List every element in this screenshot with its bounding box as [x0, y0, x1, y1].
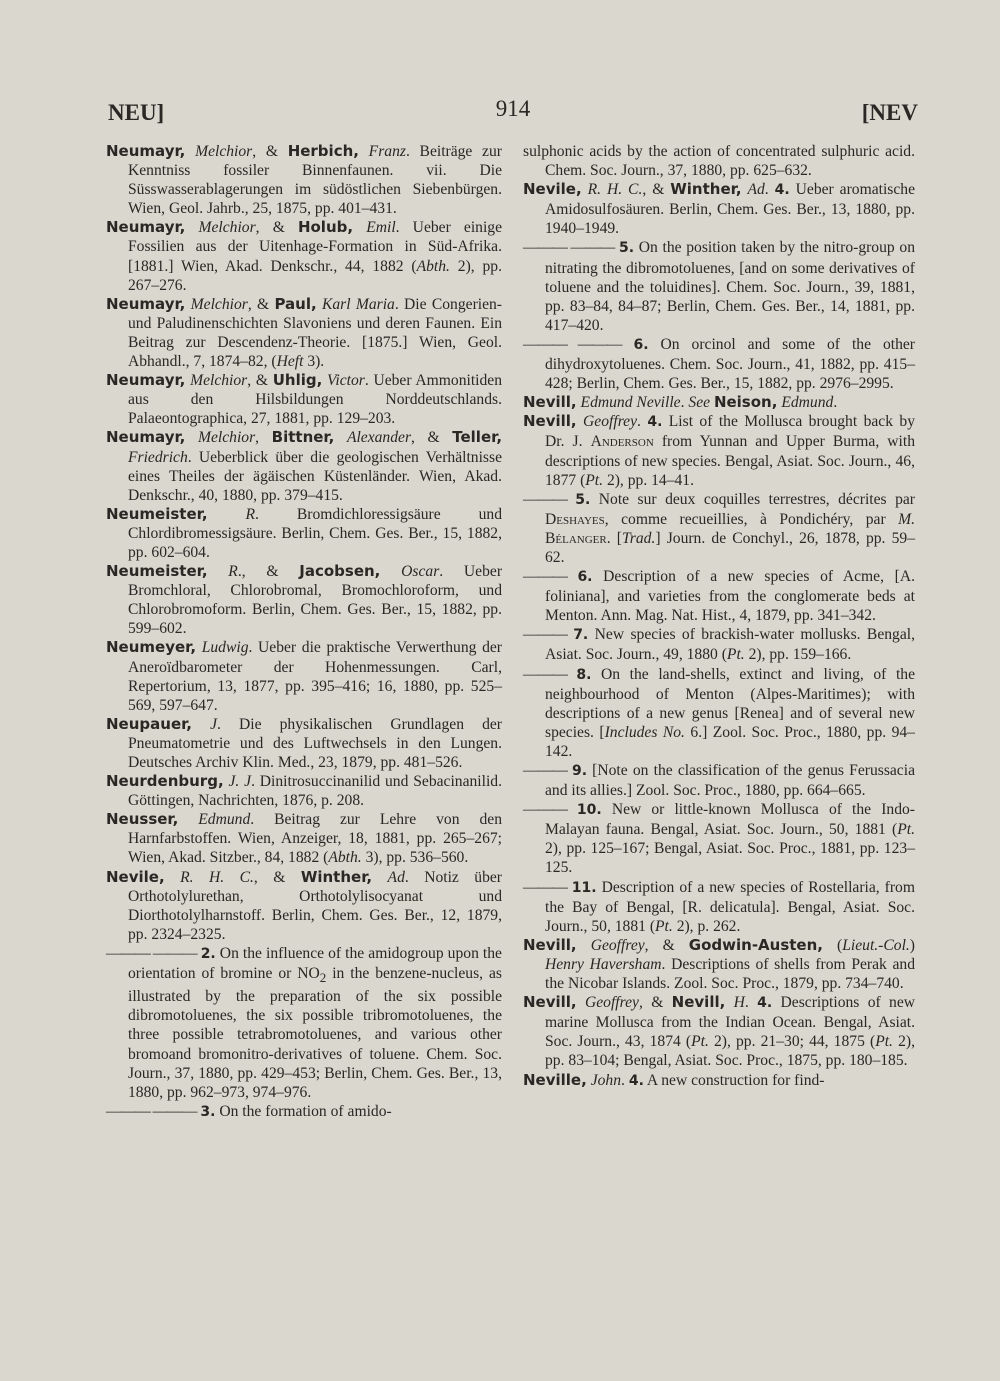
catalogue-entry: Neville, John. 4. A new construction for find- — [523, 1070, 825, 1089]
catalogue-entry: Nevill, Edmund Neville. See Neison, Edmund. — [523, 393, 838, 412]
catalogue-entry: ——— ——— 6. On orcinol and some of the other dihydroxytoluenes. Chem. Soc. Journ., 41, 1882, pp. 415–428; Berlin, Chem. Ges. Ber., 15, 1882, pp. 2976–2995. — [523, 335, 916, 393]
running-header — [108, 96, 918, 132]
catalogue-entry: ——— ——— 3. On the formation of amido- — [106, 1102, 392, 1120]
catalogue-entry: Neumayr, Melchior, & Uhlig, Victor. Ueber Ammonitiden aus den Hilsbildungen Norddeutschlands. Palaeontographica, 27, 1881, pp. 129–203. — [106, 371, 503, 428]
right-column — [523, 142, 915, 1091]
catalogue-entry: sulphonic acids by the action of concentrated sulphuric acid. Chem. Soc. Journ., 37, 1880, pp. 625–632. — [523, 143, 915, 180]
catalogue-entry: ——— 9. [Note on the classification of the genus Ferussacia and its allies.] Zool. Soc. Proc., 1880, pp. 664–665. — [523, 762, 915, 800]
catalogue-entry: ——— ——— 5. On the position taken by the nitro-group on nitrating the dibromotoluenes, [and on some derivatives of toluene and the toluidines]. Chem. Soc. Journ., 39, 1881, pp. 83–84, 84–87; Berlin, Chem. Ges. Ber., 14, 1881, pp. 417–420. — [523, 239, 915, 334]
catalogue-entry: Neumeister, R., & Jacobsen, Oscar. Ueber Bromchloral, Chlorobromal, Bromochloroform, und Chlorobromoform. Berlin, Chem. Ges. Ber., 15, 1882, pp. 599–602. — [106, 562, 503, 638]
catalogue-entry: ——— 6. Description of a new species of Acme, [A. foliniana], and varieties from the conglomerate beds at Menton. Ann. Mag. Nat. Hist., 4, 1879, pp. 341–342. — [523, 568, 915, 625]
catalogue-entry: ——— 11. Description of a new species of Rostellaria, from the Bay of Bengal, [R. delicatula]. Bengal, Asiat. Soc. Journ., 50, 1881 (Pt. 2), p. 262. — [523, 878, 915, 935]
catalogue-entry: Neumeyer, Ludwig. Ueber die praktische Verwerthung der Aneroïdbarometer der Hohenmessungen. Carl, Repertorium, 13, 1877, pp. 395–416; 16, 1880, pp. 525–569, 597–647. — [106, 638, 502, 714]
catalogue-entry: Neupauer, J. Die physikalischen Grundlagen der Pneumatometrie und des Luftwechsels in den Lungen. Deutsches Archiv Klin. Med., 23, 1879, pp. 481–526. — [106, 714, 502, 771]
catalogue-entry: Neumayr, Melchior, & Paul, Karl Maria. Die Congerien- und Paludinenschichten Slavoniens und deren Faunen. Ein Beitrag zur Descendenz-Theorie. [1875.] Wien, Geol. Abhandl., 7, 1874–82, (Heft 3). — [106, 294, 502, 371]
catalogue-entry: Neumayr, Melchior, Bittner, Alexander, & Teller, Friedrich. Ueberblick über die geologischen Verhältnisse eines Theiles der ägäischen Küstenländer. Wien, Akad. Denkschr., 40, 1880, pp. 379–415. — [106, 428, 503, 504]
catalogue-entry: ——— 5. Note sur deux coquilles terrestres, décrites par Deshayes, comme recueillies, à Pondichéry, par M. Bélanger. [Trad.] Journ. de Conchyl., 26, 1878, pp. 59–62. — [523, 490, 915, 566]
catalogue-entry: Nevill, Geoffrey, & Nevill, H. 4. Descriptions of new marine Mollusca from the Indian Ocean. Bengal, Asiat. Soc. Journ., 43, 1874 (Pt. 2), pp. 21–30; 44, 1875 (Pt. 2), pp. 83–104; Bengal, Asiat. Soc. Proc., 1875, pp. 180–185. — [523, 993, 916, 1070]
catalogue-entry: ——— 10. New or little-known Mollusca of the Indo-Malayan fauna. Bengal, Asiat. Soc. Journ., 50, 1881 (Pt. 2), pp. 125–167; Bengal, Asiat. Soc. Proc., 1881, pp. 123–125. — [523, 801, 915, 877]
catalogue-entry: Nevile, R. H. C., & Winther, Ad. 4. Ueber aromatische Amidosulfosäuren. Berlin, Chem. Ges. Ber., 13, 1880, pp. 1940–1949. — [523, 180, 915, 238]
catalogue-entry: Nevill, Geoffrey. 4. List of the Mollusca brought back by Dr. J. Anderson from Yunnan and Upper Burma, with descriptions of new species. Bengal, Asiat. Soc. Journ., 46, 1877 (Pt. 2), pp. 14–41. — [523, 412, 916, 489]
catalogue-entry: Neumayr, Melchior, & Holub, Emil. Ueber einige Fossilien aus der Uitenhage-Formation in Süd-Afrika. [1881.] Wien, Akad. Denkschr., 44, 1882 (Abth. 2), pp. 267–276. — [106, 218, 502, 294]
header-right: [NEV — [861, 100, 918, 125]
catalogue-entry: Nevile, R. H. C., & Winther, Ad. Notiz über Orthotolylurethan, Orthotolylisocyanat und Diorthotolylharnstoff. Berlin, Chem. Ges. Ber., 12, 1879, pp. 2324–2325. — [106, 867, 503, 943]
catalogue-entry: ——— 7. New species of brackish-water mollusks. Bengal, Asiat. Soc. Journ., 49, 1880 (Pt. 2), pp. 159–166. — [523, 626, 916, 664]
page-number: 914 — [495, 96, 531, 121]
catalogue-entry: Nevill, Geoffrey, & Godwin-Austen, (Lieut.-Col.) Henry Haversham. Descriptions of shells from Perak and the Nicobar Islands. Zool. Soc. Proc., 1879, pp. 734–740. — [523, 935, 915, 993]
catalogue-entry: Neumeister, R. Bromdichloressigsäure und Chlordibromessigsäure. Berlin, Chem. Ges. Ber., 15, 1882, pp. 602–604. — [106, 504, 502, 561]
catalogue-entry: ——— 8. On the land-shells, extinct and living, of the neighbourhood of Menton (Alpes-Maritimes); with descriptions of a new genus [Renea] and of several new species. [Includes No. 6.] Zool. Soc. Proc., 1880, pp. 94–142. — [523, 665, 915, 760]
catalogue-entry: Neusser, Edmund. Beitrag zur Lehre von den Harnfarbstoffen. Wien, Anzeiger, 18, 1881, pp. 265–267; Wien, Akad. Sitzber., 84, 1882 (Abth. 3), pp. 536–560. — [106, 810, 502, 867]
header-left: NEU] — [108, 100, 165, 125]
left-column — [106, 142, 502, 1122]
catalogue-entry: ——— ——— 2. On the influence of the amidogroup upon the orientation of bromine or $NO_2$ in the benzene-nucleus, as illustrated by the preparation of the six possible dibromotoluenes, the six possible tribromotoluenes, the three possible tetrabromotoluenes, and various other bromoand bromonitro-derivatives of toluene. Chem. Soc. Journ., 37, 1880, pp. 429–453; Berlin, Chem. Ges. Ber., 13, 1880, pp. 962–973, 974–976. — [106, 944, 502, 1101]
catalogue-entry: Neurdenburg, J. J. Dinitrosuccinanilid und Sebacinanilid. Göttingen, Nachrichten, 1876, p. 208. — [106, 772, 502, 810]
catalogue-entry: Neumayr, Melchior, & Herbich, Franz. Beiträge zur Kenntniss fossiler Binnenfaunen. vii. Die Süsswasserablagerungen im südöstlichen Siebenbürgen. Wien, Geol. Jahrb., 25, 1875, pp. 401–431. — [106, 142, 502, 218]
